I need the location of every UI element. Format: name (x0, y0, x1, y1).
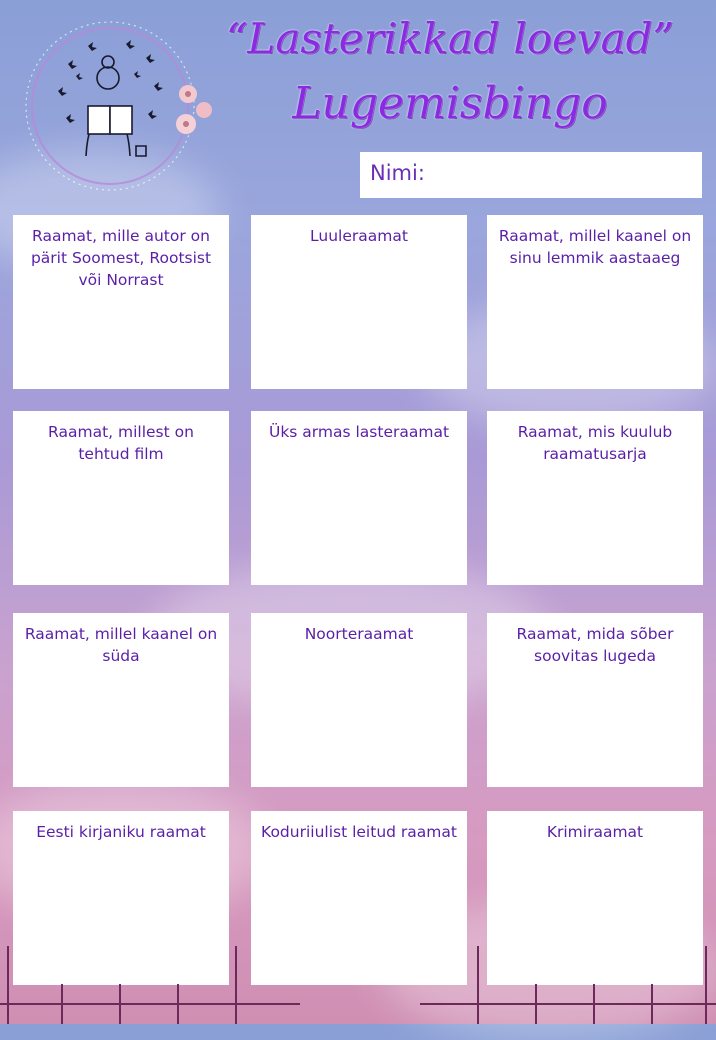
decorative-grid-lines (0, 940, 716, 1024)
bingo-cell[interactable]: Raamat, mis kuulub raamatusarja (487, 411, 703, 585)
bingo-cell[interactable]: Raamat, millel kaanel on süda (13, 613, 229, 787)
bingo-cell[interactable]: Raamat, millel kaanel on sinu lemmik aastaaeg (487, 215, 703, 389)
title-line-2: Lugemisbingo (292, 78, 608, 129)
bingo-cell[interactable]: Koduriiulist leitud raamat (251, 811, 467, 985)
bingo-cell[interactable]: Raamat, mida sõber soovitas lugeda (487, 613, 703, 787)
bingo-cell[interactable]: Noorteraamat (251, 613, 467, 787)
bingo-cell[interactable]: Raamat, mille autor on pärit Soomest, Rootsist või Norrast (13, 215, 229, 389)
title-line-1: “Lasterikkad loevad” (225, 14, 675, 63)
bingo-cell[interactable]: Krimiraamat (487, 811, 703, 985)
name-field[interactable] (360, 152, 702, 198)
name-field-label: Nimi: (370, 161, 425, 185)
bingo-cell[interactable]: Luuleraamat (251, 215, 467, 389)
bingo-cell[interactable]: Üks armas lasteraamat (251, 411, 467, 585)
bingo-cell[interactable]: Eesti kirjaniku raamat (13, 811, 229, 985)
bingo-cell[interactable]: Raamat, millest on tehtud film (13, 411, 229, 585)
reading-girl-emblem-icon (18, 6, 218, 196)
